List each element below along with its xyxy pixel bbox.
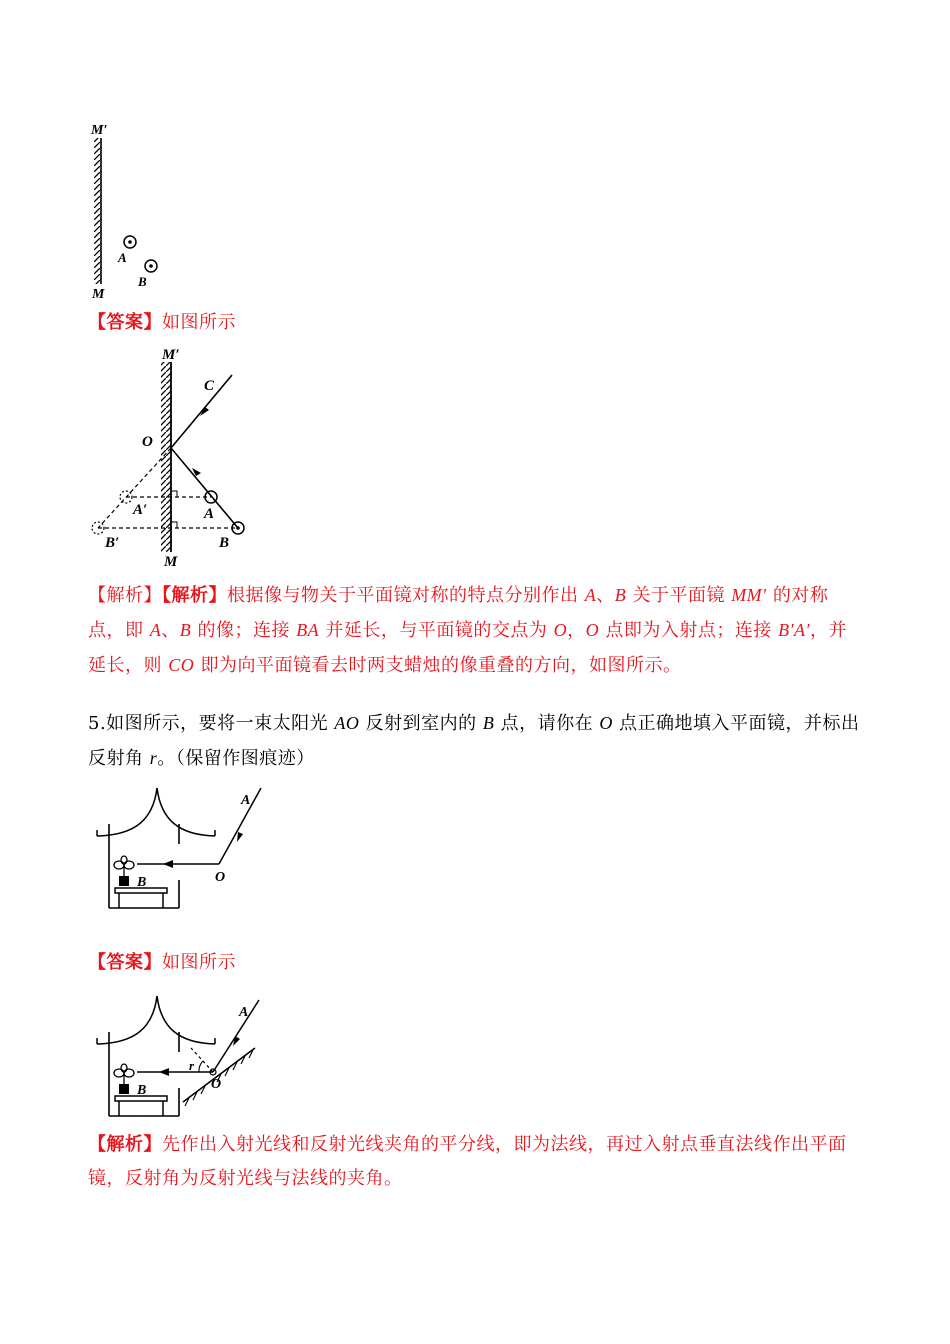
fig2-label-bimg: B′: [105, 535, 120, 551]
fig2-label-a: A: [204, 506, 215, 522]
analysis-1-line-3: 延长，则 CO 即为向平面镜看去时两支蜡烛的像重叠的方向，如图所示。: [88, 655, 682, 676]
analysis-2: [88, 1128, 878, 1196]
answer-tag: 【答案】: [88, 312, 162, 333]
fig2-label-aimg: A′: [133, 502, 148, 518]
fig4-label-b: B: [137, 1083, 147, 1098]
answer-text: 如图所示: [162, 312, 236, 333]
fig2-label-c: C: [204, 378, 215, 394]
question-5-line-2: 反射角 r。（保留作图痕迹）: [88, 748, 315, 769]
fig4-label-a: A: [239, 1005, 249, 1020]
figure-house-solution: [95, 990, 275, 1120]
fig4-label-o: O: [211, 1077, 222, 1092]
analysis-1-line-2: 点，即 A、B 的像；连接 BA 并延长，与平面镜的交点为 O，O 点即为入射点；连接 B′A′，并: [88, 620, 847, 641]
fig1-label-b: B: [138, 274, 147, 289]
fig4-label-r: r: [189, 1058, 195, 1073]
fig2-label-o: O: [142, 434, 153, 450]
fig1-label-a: A: [118, 250, 127, 265]
figure-mirror-points: [88, 118, 168, 300]
question-5-line-1: 5.如图所示，要将一束太阳光 AO 反射到室内的 B 点，请你在 O 点正确地填入平面镜，并标出: [88, 713, 860, 734]
fig1-label-mtop: M′: [91, 123, 108, 138]
fig1-label-mbottom: M: [92, 287, 105, 300]
fig3-label-b: B: [137, 875, 147, 890]
question-5: [88, 706, 878, 776]
figure-mirror-solution: [88, 342, 258, 570]
fig2-label-mtop: M′: [162, 347, 180, 363]
answer-1: [88, 306, 236, 340]
analysis-1-line-1: 【解析】【解析】根据像与物关于平面镜对称的特点分别作出 A、B 关于平面镜 MM′ 的对称: [88, 585, 829, 606]
answer-2-tag: 【答案】: [88, 952, 162, 973]
answer-2-text: 如图所示: [162, 952, 236, 973]
analysis-2-line-2: 镜，反射角为反射光线与法线的夹角。: [88, 1168, 403, 1189]
fig2-label-b: B: [219, 535, 230, 551]
fig2-label-mbottom: M: [164, 554, 178, 570]
figure-house-question: [95, 780, 275, 912]
fig3-label-o: O: [215, 870, 226, 885]
analysis-1: [88, 578, 878, 683]
fig3-label-a: A: [241, 793, 251, 808]
analysis-2-line-1: 【解析】先作出入射光线和反射光线夹角的平分线，即为法线，再过入射点垂直法线作出平面: [88, 1134, 847, 1155]
answer-2: [88, 946, 236, 980]
